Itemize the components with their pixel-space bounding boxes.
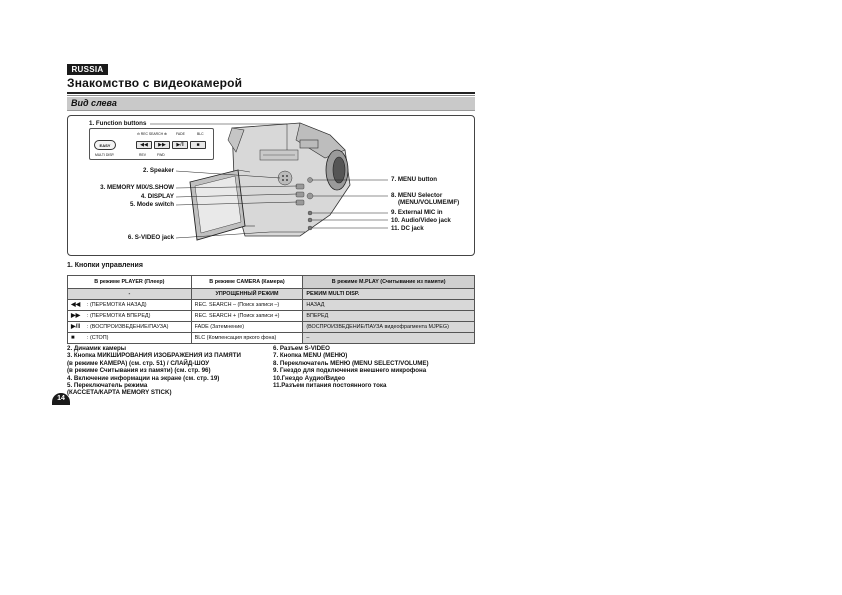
col-camera: В режиме CAMERA (Камера) — [191, 276, 303, 289]
callout-speaker: 2. Speaker — [143, 167, 174, 174]
cell-camera: BLC (Компенсация яркого фона) — [191, 333, 303, 344]
cell-mplay: – — [303, 333, 475, 344]
callout-menu-selector-sub: (MENU/VOLUME/MF) — [398, 199, 460, 206]
legend-item: 4. Включение информации на экране (см. стр. 19) — [67, 374, 220, 382]
fast-forward-icon: ▶▶ — [71, 313, 81, 319]
cell-mplay: НАЗАД — [303, 300, 475, 311]
callout-svideo: 6. S-VIDEO jack — [127, 234, 174, 241]
language-badge: RUSSIA — [67, 64, 108, 75]
cell-mplay: (ВОСПРОИЗВЕДЕНИЕ/ПАУЗА видеофрагмента MJPEG) — [303, 322, 475, 333]
cell-mplay: ВПЕРЕД — [303, 311, 475, 322]
legend-item: 8. Переключатель МЕНЮ (MENU SELECT/VOLUME) — [273, 359, 429, 367]
table-row — [68, 333, 475, 344]
col-mplay: В режиме M.PLAY (Считывание из памяти) — [303, 276, 475, 289]
callout-menu-selector: 8. MENU Selector — [391, 192, 443, 199]
callout-memory-mix: 3. MEMORY MIX/S.SHOW — [100, 184, 174, 191]
callout-dc-jack: 11. DC jack — [391, 225, 424, 232]
cell-camera: REC. SEARCH + (Поиск записи +) — [191, 311, 303, 322]
legend-item: 10.Гнездо Аудио/Видео — [273, 374, 346, 382]
table-row — [68, 300, 475, 311]
legend-item: 9. Гнездо для подключения внешнего микрофона — [273, 367, 427, 375]
callout-function-buttons: 1. Function buttons — [89, 120, 147, 127]
fwd-label: FWD — [157, 153, 165, 157]
play-pause-icon: ▶/‖ — [71, 324, 81, 330]
callout-mode-switch: 5. Mode switch — [129, 201, 174, 208]
page-number: 14 — [52, 393, 70, 405]
legend-item: 7. Кнопка MENU (МЕНЮ) — [273, 352, 348, 360]
table-subheader-row — [68, 289, 475, 300]
col-player: В режиме PLAYER (Плеер) — [68, 276, 192, 289]
legend-item: 3. Кнопка МИКШИРОВАНИЯ ИЗОБРАЖЕНИЯ ИЗ ПАМЯТИ — [67, 352, 241, 360]
stop-icon: ■ — [71, 335, 75, 341]
cell-player: ▶▶ : (ПЕРЕМОТКА ВПЕРЕД) — [68, 311, 192, 322]
blc-label: BLC — [197, 132, 204, 136]
legend-item: 2. Динамик камеры — [67, 345, 127, 352]
cell-player: ◀◀ : (ПЕРЕМОТКА НАЗАД) — [68, 300, 192, 311]
legend-item: (в режиме Считывания из памяти) (см. стр. 96) — [67, 367, 211, 375]
rec-search-label: ⊖ REC SEARCH ⊕ — [137, 132, 167, 136]
easy-button: EASY — [94, 140, 116, 150]
cell-camera: FADE (Затемнение) — [191, 322, 303, 333]
section-title: Вид слева — [71, 98, 117, 108]
table-row — [68, 311, 475, 322]
function-table — [67, 275, 475, 344]
cell-player: ▶/‖ : (ВОСПРОИЗВЕДЕНИЕ/ПАУЗА) — [68, 322, 192, 333]
page-title: Знакомство с видеокамерой — [67, 76, 243, 90]
sub-player: - — [68, 289, 192, 300]
callout-av-jack: 10. Audio/Video jack — [391, 217, 451, 224]
legend-right — [273, 345, 429, 389]
play-pause-button: ▶/‖ — [172, 141, 188, 149]
callout-display: 4. DISPLAY — [140, 193, 174, 200]
multi-disp-label: MULTI DISP. — [95, 153, 115, 157]
legend-item: 11.Разъем питания постоянного тока — [273, 382, 387, 390]
rev-label: REV — [139, 153, 146, 157]
legend-left — [67, 345, 241, 397]
sub-camera: УПРОЩЕННЫЙ РЕЖИМ — [191, 289, 303, 300]
table-heading: 1. Кнопки управления — [67, 262, 143, 269]
cell-player: ■ : (СТОП) — [68, 333, 192, 344]
legend-item: 5. Переключатель режима — [67, 382, 148, 390]
legend-item: 6. Разъем S-VIDEO — [273, 345, 330, 352]
sub-mplay: РЕЖИМ MULTI DISP. — [303, 289, 475, 300]
fade-label: FADE — [176, 132, 185, 136]
cell-camera: REC. SEARCH – (Поиск записи –) — [191, 300, 303, 311]
callout-menu-button: 7. MENU button — [391, 176, 438, 183]
fast-forward-button: ▶▶ — [154, 141, 170, 149]
legend-item: (КАССЕТА/КАРТА MEMORY STICK) — [67, 389, 172, 397]
table-row — [68, 322, 475, 333]
rewind-icon: ◀◀ — [71, 302, 81, 308]
callout-ext-mic: 9. External MIC in — [391, 209, 443, 216]
stop-button: ■ — [190, 141, 206, 149]
legend-item: (в режиме КАМЕРА) (см. стр. 51) / СЛАЙД-ШОУ — [67, 359, 210, 367]
table-header-row — [68, 276, 475, 289]
rewind-button: ◀◀ — [136, 141, 152, 149]
